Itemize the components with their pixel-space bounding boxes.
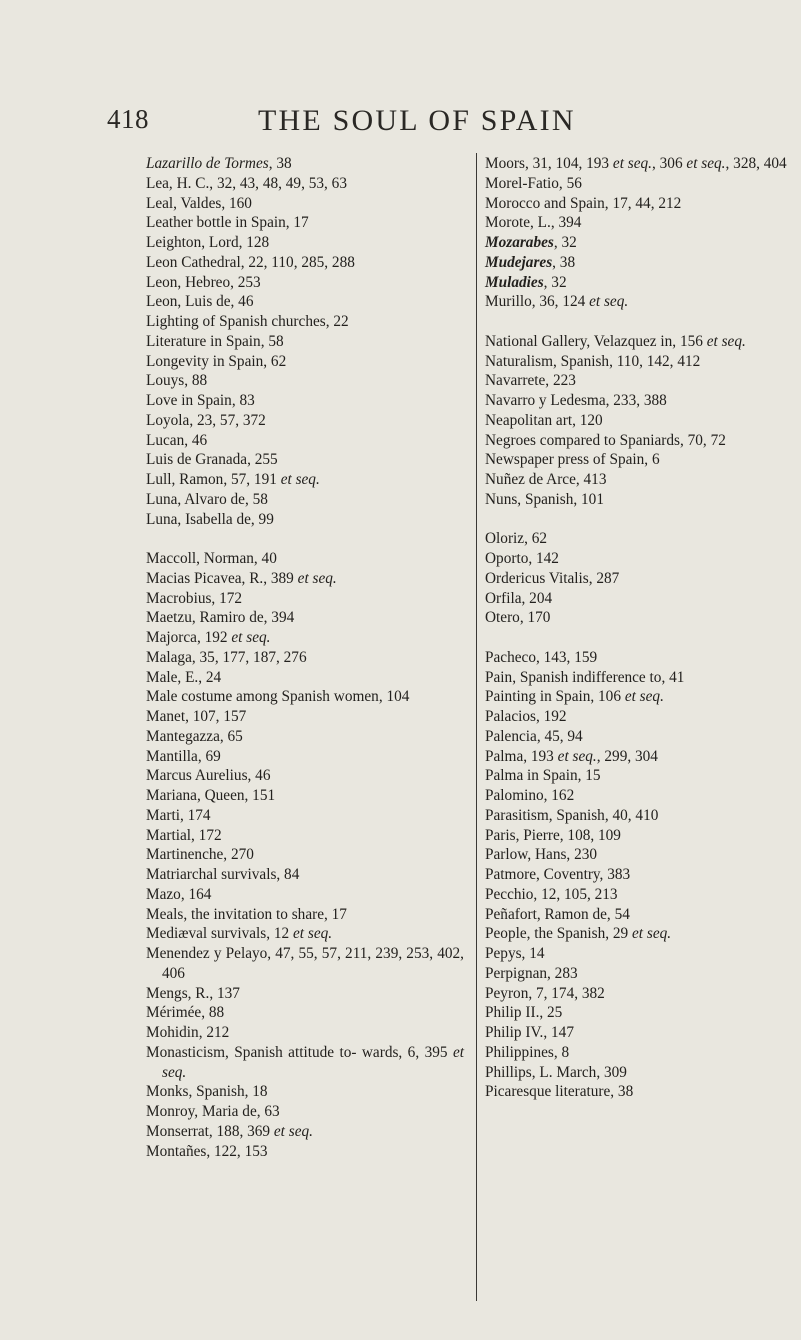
column-divider: [476, 153, 477, 1301]
index-entry: National Gallery, Velazquez in, 156 et seq.: [485, 332, 746, 350]
index-entry: Mariana, Queen, 151: [146, 787, 276, 804]
index-entry: Peyron, 7, 174, 382: [485, 984, 605, 1002]
index-entry: Mohidin, 212: [146, 1024, 230, 1041]
index-entry: Meals, the invitation to share, 17: [146, 905, 347, 923]
index-entry: Palma, 193 et seq., 299, 304: [485, 747, 658, 765]
index-entry: Leon, Hebreo, 253: [146, 273, 261, 291]
page-number: 418: [107, 104, 149, 134]
index-entry: Pain, Spanish indifference to, 41: [485, 668, 685, 686]
index-entry: Montañes, 122, 153: [146, 1142, 268, 1160]
index-entry: Macrobius, 172: [146, 589, 243, 607]
index-entry: Louys, 88: [146, 372, 208, 390]
index-entry: Love in Spain, 83: [146, 392, 255, 409]
index-entry: Nuñez de Arce, 413: [485, 471, 607, 488]
index-entry: Male, E., 24: [146, 668, 222, 686]
index-entry: Leighton, Lord, 128: [146, 234, 270, 251]
index-entry: Paris, Pierre, 108, 109: [485, 826, 621, 844]
index-entry: Mediæval survivals, 12 et seq.: [146, 925, 333, 943]
index-entry: Navarro y Ledesma, 233, 388: [485, 392, 667, 409]
index-entry: Macias Picavea, R., 389 et seq.: [146, 569, 337, 587]
index-entry: Lea, H. C., 32, 43, 48, 49, 53, 63: [146, 174, 347, 192]
index-entry: Marti, 174: [146, 806, 211, 824]
index-entry: Oporto, 142: [485, 550, 559, 567]
index-entry: Luna, Alvaro de, 58: [146, 490, 268, 508]
index-entry: Phillips, L. March, 309: [485, 1063, 627, 1081]
index-entry: Otero, 170: [485, 609, 551, 627]
index-entry: Monasticism, Spanish attitude to- wards, 6, 395 et seq.: [146, 1043, 464, 1081]
index-entry: Peñafort, Ramon de, 54: [485, 905, 630, 923]
index-entry: Morocco and Spain, 17, 44, 212: [485, 194, 682, 212]
index-entry: Literature in Spain, 58: [146, 332, 284, 350]
index-entry: Malaga, 35, 177, 187, 276: [146, 648, 307, 666]
index-entry: Luis de Granada, 255: [146, 451, 278, 469]
index-entry: Manet, 107, 157: [146, 708, 247, 725]
index-entry: Painting in Spain, 106 et seq.: [485, 688, 664, 706]
index-entry: Loyola, 23, 57, 372: [146, 411, 266, 429]
index-entry: Naturalism, Spanish, 110, 142, 412: [485, 352, 701, 370]
index-entry: Navarrete, 223: [485, 372, 576, 390]
index-entry: Philip IV., 147: [485, 1024, 574, 1041]
running-title: THE SOUL OF SPAIN: [258, 104, 576, 137]
index-entry: Parlow, Hans, 230: [485, 846, 598, 864]
index-entry: Lazarillo de Tormes, 38: [146, 155, 292, 172]
index-entry: Majorca, 192 et seq.: [146, 629, 271, 646]
index-entry: Monserrat, 188, 369 et seq.: [146, 1122, 313, 1140]
index-entry: Mérimée, 88: [146, 1004, 225, 1022]
index-entry: Martial, 172: [146, 826, 222, 844]
index-entry: People, the Spanish, 29 et seq.: [485, 925, 672, 943]
index-entry: Leather bottle in Spain, 17: [146, 214, 309, 232]
index-entry: Marcus Aurelius, 46: [146, 767, 271, 785]
index-entry: Palma in Spain, 15: [485, 767, 601, 785]
index-entry: Luna, Isabella de, 99: [146, 510, 274, 528]
index-entry: Maetzu, Ramiro de, 394: [146, 609, 295, 627]
index-entry: Mudejares, 38: [485, 253, 576, 271]
index-entry: Newspaper press of Spain, 6: [485, 451, 660, 469]
page-header: [0, 104, 801, 144]
index-entry: Perpignan, 283: [485, 964, 578, 982]
index-entry: Lighting of Spanish churches, 22: [146, 313, 349, 330]
index-entry: Mazo, 164: [146, 885, 212, 903]
index-entry: Pepys, 14: [485, 945, 545, 962]
index-column-right: [485, 154, 801, 1102]
index-entry: Monroy, Maria de, 63: [146, 1103, 280, 1120]
index-entry: Negroes compared to Spaniards, 70, 72: [485, 431, 726, 449]
index-entry: Neapolitan art, 120: [485, 411, 603, 429]
index-entry: Lucan, 46: [146, 431, 208, 449]
index-entry: Moors, 31, 104, 193 et seq., 306 et seq., 328, 404: [485, 155, 787, 172]
index-entry: Matriarchal survivals, 84: [146, 866, 300, 883]
index-entry: Philippines, 8: [485, 1043, 570, 1061]
index-entry: Orfila, 204: [485, 589, 553, 607]
index-entry: Leal, Valdes, 160: [146, 194, 252, 212]
index-entry: Menendez y Pelayo, 47, 55, 57, 211, 239, 253, 402, 406: [146, 945, 464, 982]
index-entry: Philip II., 25: [485, 1004, 563, 1022]
index-entry: Mantilla, 69: [146, 747, 221, 765]
index-entry: Oloriz, 62: [485, 530, 548, 548]
index-column-left: [146, 154, 464, 1161]
index-entry: Mengs, R., 137: [146, 984, 240, 1002]
index-entry: Ordericus Vitalis, 287: [485, 569, 620, 587]
index-entry: Martinenche, 270: [146, 846, 254, 864]
index-entry: Patmore, Coventry, 383: [485, 866, 631, 883]
index-entry: Murillo, 36, 124 et seq.: [485, 293, 629, 311]
index-entry: Palomino, 162: [485, 787, 575, 804]
index-entry: Leon, Luis de, 46: [146, 293, 254, 311]
index-entry: Morote, L., 394: [485, 214, 582, 232]
index-entry: Picaresque literature, 38: [485, 1083, 634, 1101]
index-entry: Mantegazza, 65: [146, 727, 243, 745]
index-entry: Leon Cathedral, 22, 110, 285, 288: [146, 253, 355, 271]
index-entry: Palencia, 45, 94: [485, 727, 583, 745]
index-entry: Muladies, 32: [485, 273, 567, 291]
index-entry: Longevity in Spain, 62: [146, 352, 287, 370]
index-entry: Parasitism, Spanish, 40, 410: [485, 806, 659, 824]
index-entry: Male costume among Spanish women, 104: [146, 688, 410, 706]
index-entry: Pacheco, 143, 159: [485, 648, 598, 666]
index-entry: Palacios, 192: [485, 708, 567, 725]
index-entry: Maccoll, Norman, 40: [146, 550, 277, 567]
index-entry: Mozarabes, 32: [485, 234, 577, 251]
index-entry: Nuns, Spanish, 101: [485, 490, 604, 508]
index-entry: Pecchio, 12, 105, 213: [485, 885, 618, 903]
index-entry: Morel-Fatio, 56: [485, 174, 582, 192]
index-entry: Monks, Spanish, 18: [146, 1083, 268, 1101]
index-entry: Lull, Ramon, 57, 191 et seq.: [146, 471, 320, 488]
